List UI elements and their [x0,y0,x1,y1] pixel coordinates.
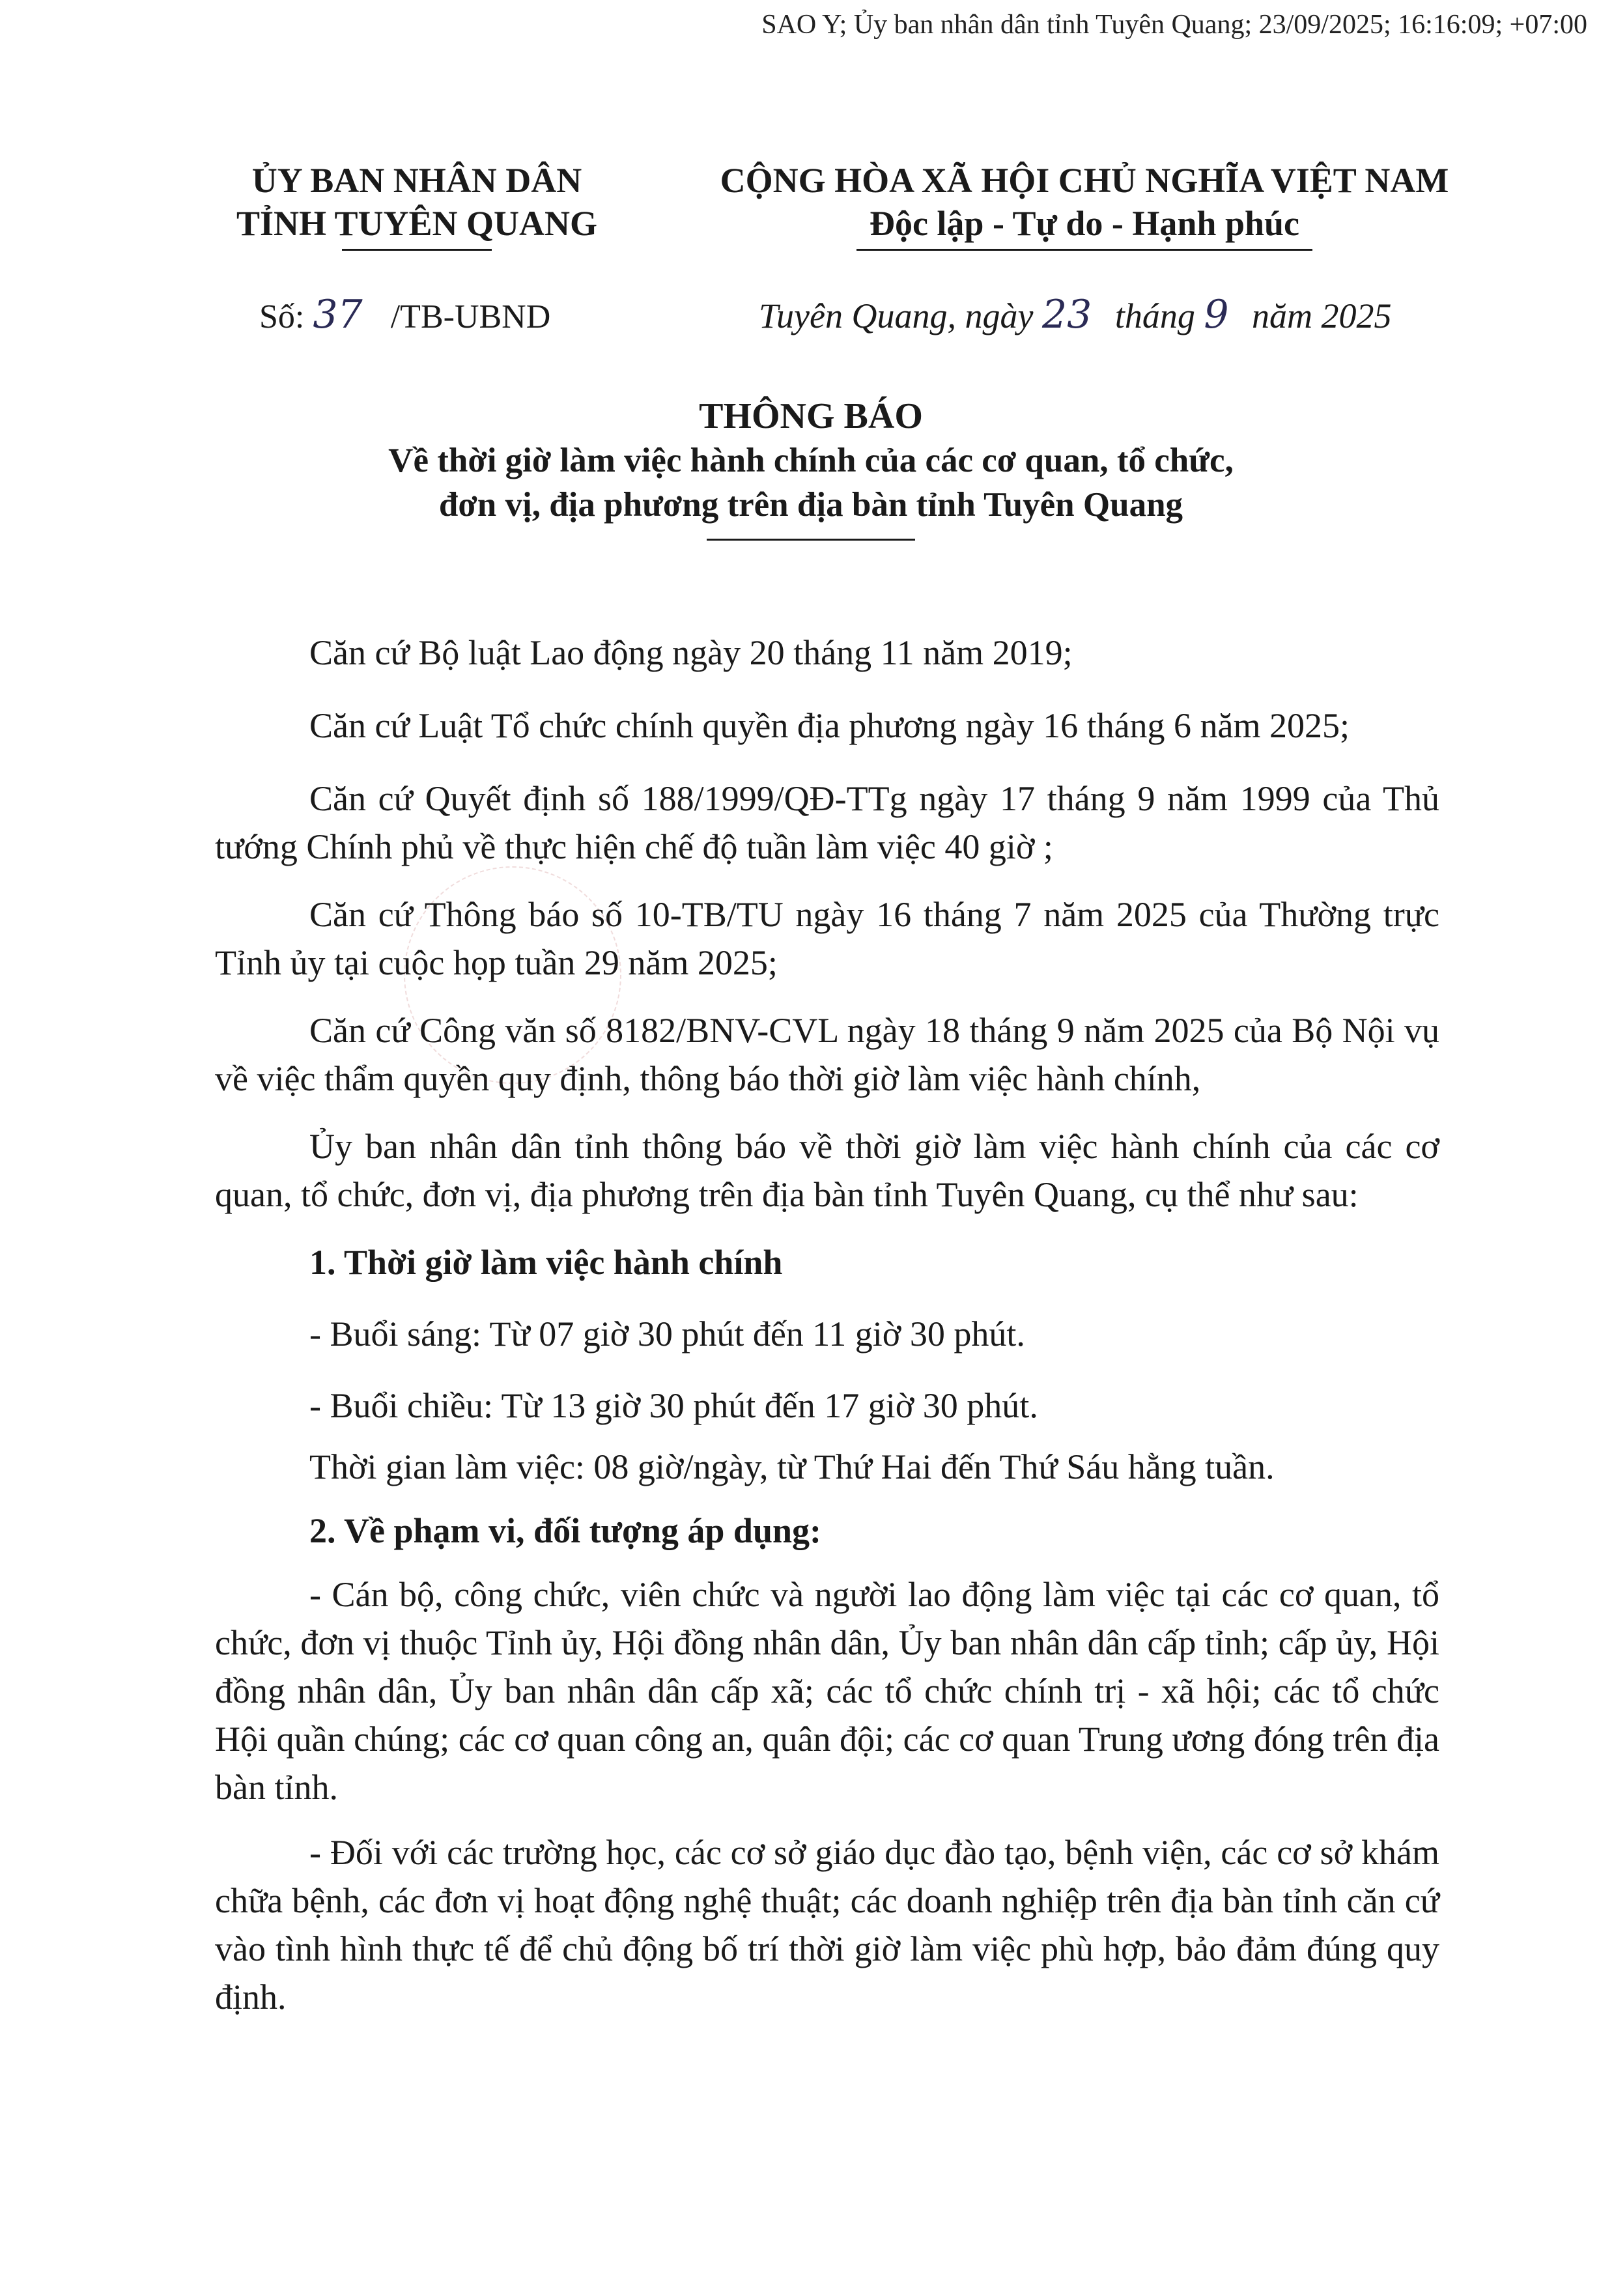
issuer-line-1: ỦY BAN NHÂN DÂN [251,161,582,200]
morning-hours: - Buổi sáng: Từ 07 giờ 30 phút đến 11 giờ 30 phút. [309,1314,1025,1354]
section-1-heading: 1. Thời giờ làm việc hành chính [309,1243,783,1282]
title-subtitle-2: đơn vị, địa phương trên địa bàn tỉnh Tuyên Quang [438,486,1183,524]
legal-basis-2: Căn cứ Luật Tổ chức chính quyền địa phương ngày 16 tháng 6 năm 2025; [309,706,1350,745]
issuer-line-2: TỈNH TUYÊN QUANG [236,204,598,243]
legal-basis-1: Căn cứ Bộ luật Lao động ngày 20 tháng 11 năm 2019; [309,633,1073,672]
legal-basis-4: Căn cứ Thông báo số 10-TB/TU ngày 16 tháng 7 năm 2025 của Thường trực Tỉnh ủy tại cuộc họp tuần 29 năm 2025; [215,895,1439,982]
title-subtitle-1: Về thời giờ làm việc hành chính của các cơ quan, tổ chức, [388,442,1234,479]
issuer-header [218,159,616,251]
scope-item-1: - Cán bộ, công chức, viên chức và người lao động làm việc tại các cơ quan, tổ chức, đơn vị thuộc Tỉnh ủy, Hội đồng nhân dân, Ủy ban nhân dân cấp tỉnh; cấp ủy, Hội đồng nhân dân, Ủy ban nhân dân cấp xã; các tổ chức chính trị - xã hội; các tổ chức Hội quần chúng; các cơ quan công an, quân đội; các cơ quan Trung ương đóng trên địa bàn tỉnh. [215,1575,1439,1807]
legal-basis-3: Căn cứ Quyết định số 188/1999/QĐ-TTg ngày 17 tháng 9 năm 1999 của Thủ tướng Chính phủ về thực hiện chế độ tuần làm việc 40 giờ ; [215,779,1439,866]
doc-number-suffix: /TB-UBND [390,298,551,335]
digital-copy-stamp: SAO Y; Ủy ban nhân dân tỉnh Tuyên Quang; 23/09/2025; 16:16:09; +07:00 [761,10,1587,40]
issue-date [759,292,1392,337]
section-2-heading: 2. Về phạm vi, đối tượng áp dụng: [309,1511,822,1550]
afternoon-hours: - Buổi chiều: Từ 13 giờ 30 phút đến 17 giờ 30 phút. [309,1386,1038,1425]
announcement-intro: Ủy ban nhân dân tỉnh thông báo về thời giờ làm việc hành chính của các cơ quan, tổ chức, đơn vị, địa phương trên địa bàn tỉnh Tuyên Quang, cụ thể như sau: [215,1127,1439,1214]
working-time: Thời gian làm việc: 08 giờ/ngày, từ Thứ Hai đến Thứ Sáu hằng tuần. [309,1447,1275,1486]
document-body [215,629,1439,2021]
date-year: năm 2025 [1252,296,1392,335]
title-underline [707,539,915,541]
date-month-handwritten: 9 [1204,292,1229,337]
date-place: Tuyên Quang, ngày [759,296,1034,335]
scope-item-2: - Đối với các trường học, các cơ sở giáo dục đào tạo, bệnh viện, các cơ sở khám chữa bệnh, các đơn vị hoạt động nghệ thuật; các doanh nghiệp trên địa bàn tỉnh căn cứ vào tình hình thực tế để chủ động bố trí thời giờ làm việc phù hợp, bảo đảm đúng quy định. [215,1833,1439,2017]
date-month-label: tháng [1114,296,1195,335]
issuer-underline [342,249,492,251]
national-underline [856,249,1312,251]
national-motto: Độc lập - Tự do - Hạnh phúc [869,204,1300,243]
doc-number-prefix: Số: [259,298,305,335]
legal-basis-5: Căn cứ Công văn số 8182/BNV-CVL ngày 18 tháng 9 năm 2025 của Bộ Nội vụ về việc thẩm quyền quy định, thông báo thời giờ làm việc hành chính, [215,1011,1439,1098]
title-main: THÔNG BÁO [699,396,923,436]
doc-number-handwritten: 37 [313,292,363,337]
date-day-handwritten: 23 [1041,292,1092,337]
document-title [195,394,1426,541]
national-header [703,159,1465,251]
national-line-1: CỘNG HÒA XÃ HỘI CHỦ NGHĨA VIỆT NAM [720,161,1449,200]
document-number [259,292,550,337]
